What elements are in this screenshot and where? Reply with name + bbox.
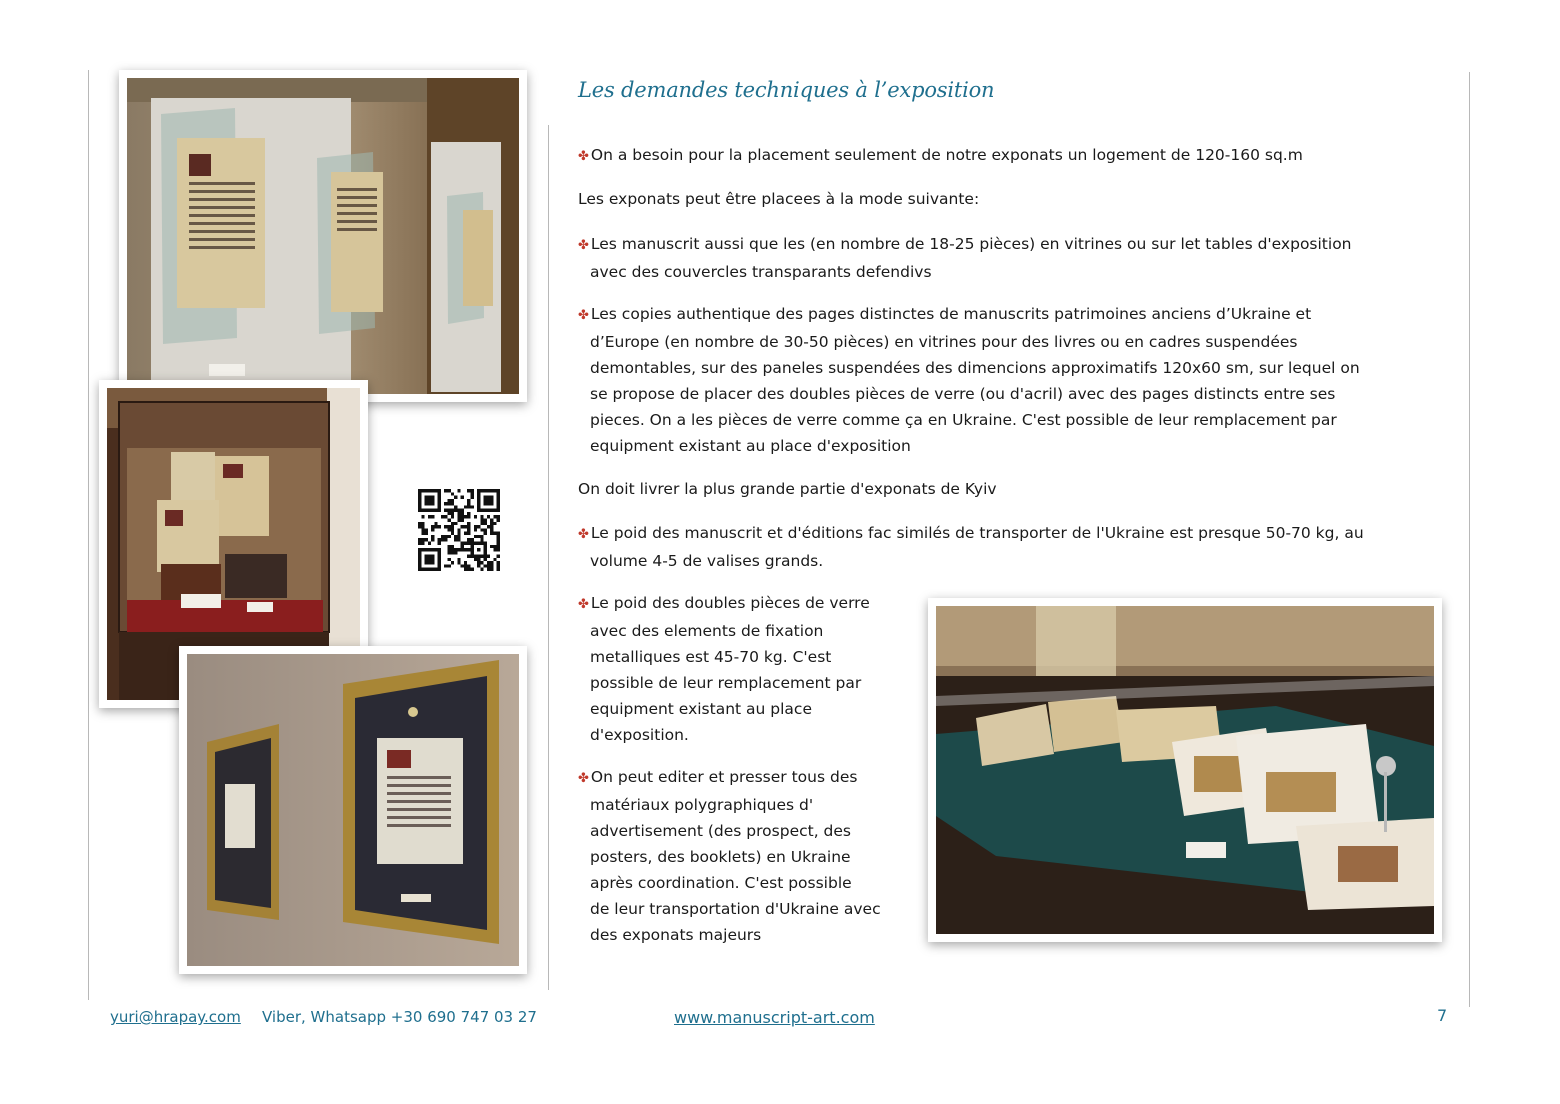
paragraph-manuscripts-vitrines: ✤ Les manuscrit aussi que les (en nombre de 18-25 pièces) en vitrines ou sur let tables d'exposition avec des couvercles transparants defendivs <box>578 235 1352 281</box>
column-divider-rule <box>548 125 549 990</box>
paragraph-authentic-copies: ✤ Les copies authentique des pages distinctes de manuscrits patrimoines anciens d’Ukraine et d’Europe (en nombre de 30-50 pièces) en vitrines pour des livres ou en cadres suspendées demontables, sur des paneles suspendées des dimencions approximatifs 120x60 sm, sur lequel on se propose de placer des doubles pièces de verre (ou d'acril) avec des pages distincts entre ses pieces. On a les pièces de verre comme ça en Ukraine. C'est possible de leur remplacement par equipment existant au place d'exposition <box>578 305 1360 455</box>
page-number: 7 <box>1437 1006 1448 1025</box>
footer-email <box>110 1008 241 1026</box>
bullet-icon: ✤ <box>578 149 589 164</box>
paragraph-weight-glass: ✤ Le poid des doubles pièces de verre avec des elements de fixation metalliques est 45-70 kg. C'est possible de leur remplacement par equipment existant au place d'exposition. <box>578 594 870 744</box>
qr-code <box>418 489 500 571</box>
photo-vitrine-manuscripts <box>928 598 1442 942</box>
paragraph-delivery-kyiv: On doit livrer la plus grande partie d'exponats de Kyiv <box>578 480 997 498</box>
website-link[interactable]: www.manuscript-art.com <box>674 1008 875 1027</box>
left-margin-rule <box>88 70 89 1000</box>
section-heading: Les demandes techniques à l’exposition <box>578 78 995 102</box>
bullet-icon: ✤ <box>578 527 589 542</box>
footer-phone: Viber, Whatsapp +30 690 747 03 27 <box>262 1008 537 1026</box>
paragraph-space-requirement: ✤ On a besoin pour la placement seulement de notre exponats un logement de 120-160 sq.m <box>578 146 1303 164</box>
photo-glass-panels <box>119 70 527 402</box>
right-margin-rule <box>1469 72 1470 1007</box>
bullet-icon: ✤ <box>578 597 589 612</box>
footer-website <box>674 1008 875 1027</box>
bullet-icon: ✤ <box>578 238 589 253</box>
photo-framed-pages <box>179 646 527 974</box>
bullet-icon: ✤ <box>578 771 589 786</box>
bullet-icon: ✤ <box>578 308 589 323</box>
paragraph-weight-manuscripts: ✤ Le poid des manuscrit et d'éditions fac similés de transporter de l'Ukraine est presque 50-70 kg, au volume 4-5 de valises grands. <box>578 524 1364 570</box>
paragraph-printed-materials: ✤ On peut editer et presser tous des matériaux polygraphiques d' advertisement (des prospect, des posters, des booklets) en Ukraine après coordination. C'est possible de leur transportation d'Ukraine avec des exponats majeurs <box>578 768 881 944</box>
email-link[interactable]: yuri@hrapay.com <box>110 1008 241 1026</box>
paragraph-display-intro: Les exponats peut être placees à la mode suivante: <box>578 190 980 208</box>
